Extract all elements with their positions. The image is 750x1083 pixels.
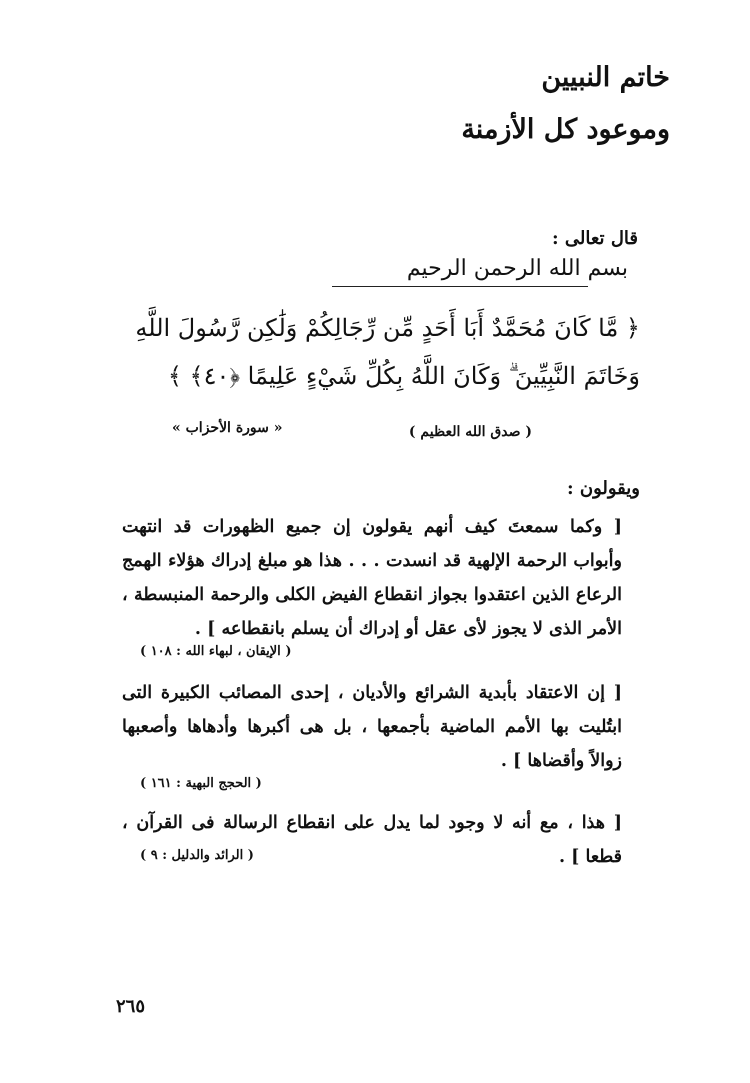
verse-closing: ( صدق الله العظيم ) [408, 424, 532, 440]
chapter-title-line-1: خاتم النبيين [541, 62, 670, 93]
page-number: ٢٦٥ [116, 996, 146, 1017]
verse-line-2: وَخَاتَمَ النَّبِيِّينَ ۗ وَكَانَ اللَّهُ بِكُلِّ شَيْءٍ عَلِيمًا ﴿٤٠﴾ ﴾ [167, 362, 640, 390]
quote-paragraph: [ هذا ، مع أنه لا وجود لما يدل على انقطاع الرسالة فى القرآن ، قطعا ] . [122, 813, 622, 867]
quote-intro: قال تعالى : [551, 228, 638, 249]
surah-reference: « سورة الأحزاب » [172, 420, 283, 436]
verse-line-1: ﴿ مَّا كَانَ مُحَمَّدٌ أَبَا أَحَدٍ مِّن رِّجَالِكُمْ وَلَٰكِن رَّسُولَ اللَّهِ [135, 314, 640, 342]
quote-paragraph: [ إن الاعتقاد بأبدية الشرائع والأديان ، إحدى المصائب الكبيرة التى ابتُليت بها الأمم الماضية بأجمعها ، بل هى أكبرها وأدهاها وأصعبها زوالاً وأقضاها ] . [122, 683, 622, 771]
quote-reference: ( الحجج البهية : ١٦١ ) [140, 776, 262, 791]
quote-reference: ( الرائد والدليل : ٩ ) [140, 848, 254, 863]
basmala [298, 256, 628, 298]
basmala-text: بسم الله الرحمن الرحيم [406, 256, 628, 281]
they-say-heading: ويقولون : [566, 478, 640, 499]
basmala-underline [332, 286, 588, 287]
quote-paragraph: [ وكما سمعتَ كيف أنهم يقولون إن جميع الظهورات قد انتهت وأبواب الرحمة الإلهية قد انسدت . . . هذا هو مبلغ إدراك هؤلاء الهمج الرعاع الذين اعتقدوا بجواز انقطاع الفيض الكلى والرحمة المنبسطة ، الأمر الذى لا يجوز لأى عقل أو إدراك أن يسلم بانقطاعه ] . [122, 517, 622, 639]
quote-reference: ( الإيقان ، لبهاء الله : ١٠٨ ) [140, 644, 292, 659]
chapter-title-line-2: وموعود كل الأزمنة [461, 114, 670, 145]
